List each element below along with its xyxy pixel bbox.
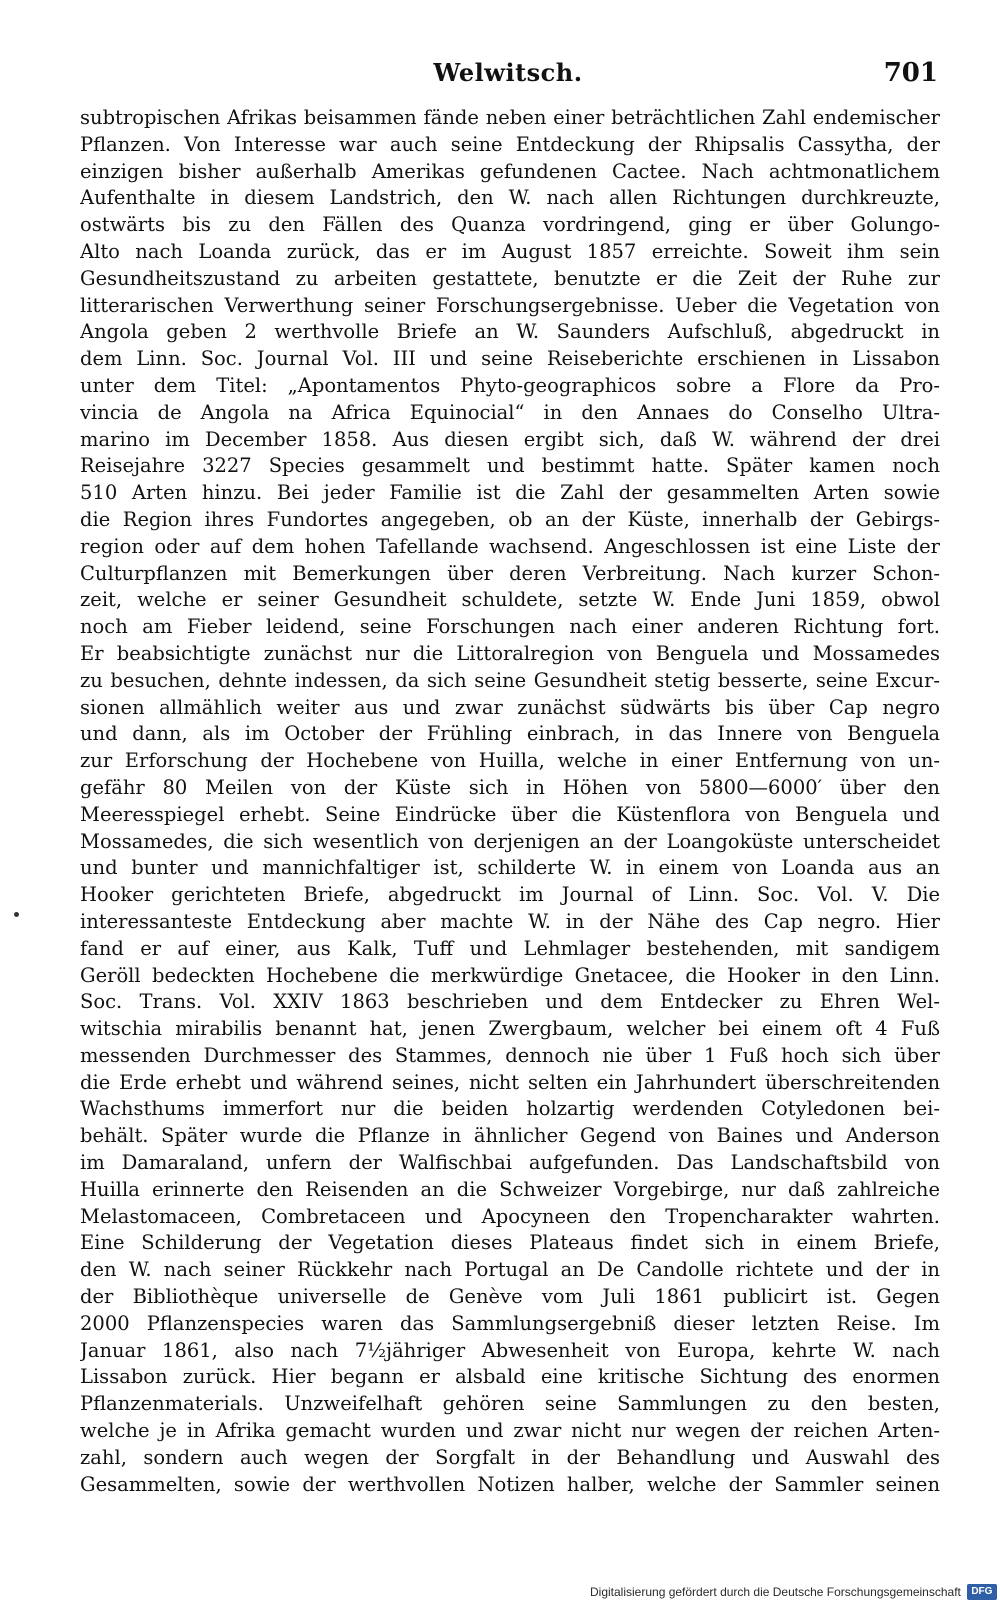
text-line: Melastomaceen, Combretaceen und Apocyneen den Tropencharakter wahrten. — [80, 1204, 940, 1228]
dfg-logo: DFG — [967, 1584, 997, 1600]
text-line: zeit, welche er seiner Gesundheit schuldete, setzte W. Ende Juni 1859, obwol — [80, 588, 940, 612]
text-line: zahl, sondern auch wegen der Sorgfalt in der Behandlung und Auswahl des — [80, 1445, 940, 1469]
body-text — [80, 105, 940, 1498]
text-line: die Region ihres Fundortes angegeben, ob an der Küste, innerhalb der Gebirgs- — [80, 507, 940, 531]
text-line: fand er auf einer, aus Kalk, Tuff und Lehmlager bestehenden, mit sandigem — [80, 936, 940, 960]
text-line: behält. Später wurde die Pflanze in ähnlicher Gegend von Baines und Anderson — [80, 1124, 940, 1148]
text-line: subtropischen Afrikas beisammen fände neben einer beträchtlichen Zahl endemischer — [80, 106, 940, 129]
text-line: Wachsthums immerfort nur die beiden holzartig werdenden Cotyledonen bei- — [80, 1097, 940, 1121]
text-line: Gesundheitszustand zu arbeiten gestattete, benutzte er die Zeit der Ruhe zur — [80, 266, 940, 290]
page-number: 701 — [883, 58, 938, 88]
text-line: und bunter und mannichfaltiger ist, schilderte W. in einem von Loanda aus an — [80, 856, 940, 880]
text-line: Culturpflanzen mit Bemerkungen über deren Verbreitung. Nach kurzer Schon- — [80, 561, 940, 585]
text-line: der Bibliothèque universelle de Genève vom Juli 1861 publicirt ist. Gegen — [80, 1285, 940, 1309]
text-line: Reisejahre 3227 Species gesammelt und bestimmt hatte. Später kamen noch — [80, 454, 940, 478]
text-line: Geröll bedeckten Hochebene die merkwürdige Gnetacee, die Hooker in den Linn. — [80, 963, 940, 987]
footer-credit-text: Digitalisierung gefördert durch die Deutsche Forschungsgemeinschaft — [590, 1585, 961, 1599]
text-line: sionen allmählich weiter aus und zwar zunächst südwärts bis über Cap negro — [80, 695, 940, 719]
text-line: marino im December 1858. Aus diesen ergibt sich, daß W. während der drei — [80, 427, 940, 451]
text-line: und dann, als im October der Frühling einbrach, in das Innere von Benguela — [80, 722, 940, 746]
text-line: Er beabsichtigte zunächst nur die Littoralregion von Benguela und Mossamedes — [80, 641, 940, 665]
text-line: Alto nach Loanda zurück, das er im August 1857 erreichte. Soweit ihm sein — [80, 239, 940, 263]
text-line: im Damaraland, unfern der Walfischbai aufgefunden. Das Landschaftsbild von — [80, 1151, 940, 1175]
text-line: Eine Schilderung der Vegetation dieses Plateaus findet sich in einem Briefe, — [80, 1231, 940, 1255]
text-line: unter dem Titel: „Apontamentos Phyto-geographicos sobre a Flore da Pro- — [80, 373, 940, 397]
text-line: Mossamedes, die sich wesentlich von derjenigen an der Loangoküste unterscheidet — [80, 829, 940, 853]
text-line: Lissabon zurück. Hier begann er alsbald eine kritische Sichtung des enormen — [80, 1365, 940, 1389]
text-line: den W. nach seiner Rückkehr nach Portugal an De Candolle richtete und der in — [80, 1258, 940, 1282]
text-line: Angola geben 2 werthvolle Briefe an W. Saunders Aufschluß, abgedruckt in — [80, 320, 940, 344]
text-line: Hooker gerichteten Briefe, abgedruckt im Journal of Linn. Soc. Vol. V. Die — [80, 883, 940, 907]
text-line: messenden Durchmesser des Stammes, dennoch nie über 1 Fuß hoch sich über — [80, 1043, 940, 1067]
text-line: litterarischen Verwerthung seiner Forschungsergebnisse. Ueber die Vegetation von — [80, 293, 940, 317]
text-line: vincia de Angola na Africa Equinocial“ in den Annaes do Conselho Ultra- — [80, 400, 940, 424]
text-line: Huilla erinnerte den Reisenden an die Schweizer Vorgebirge, nur daß zahlreiche — [80, 1177, 940, 1201]
text-line: zu besuchen, dehnte indessen, da sich seine Gesundheit stetig besserte, seine Excur- — [80, 668, 940, 692]
text-line: Soc. Trans. Vol. XXIV 1863 beschrieben und dem Entdecker zu Ehren Wel- — [80, 990, 940, 1014]
text-line: die Erde erhebt und während seines, nicht selten ein Jahrhundert überschreitenden — [80, 1070, 940, 1094]
text-line: region oder auf dem hohen Tafellande wachsend. Angeschlossen ist eine Liste der — [80, 534, 940, 558]
text-line: einzigen bisher außerhalb Amerikas gefundenen Cactee. Nach achtmonatlichem — [80, 159, 940, 183]
text-line: zur Erforschung der Hochebene von Huilla, welche in einer Entfernung von un- — [80, 749, 940, 773]
footer-credit — [590, 1580, 997, 1604]
text-line: noch am Fieber leidend, seine Forschungen nach einer anderen Richtung fort. — [80, 615, 940, 639]
text-line: Gesammelten, sowie der werthvollen Notizen halber, welche der Sammler seinen — [80, 1472, 940, 1496]
running-title: Welwitsch. — [433, 58, 583, 87]
text-line: 2000 Pflanzenspecies waren das Sammlungsergebniß dieser letzten Reise. Im — [80, 1311, 940, 1335]
running-head — [78, 58, 938, 98]
text-line: Pflanzen. Von Interesse war auch seine Entdeckung der Rhipsalis Cassytha, der — [80, 132, 940, 156]
text-line: gefähr 80 Meilen von der Küste sich in Höhen von 5800—6000′ über den — [80, 775, 940, 799]
text-line: 510 Arten hinzu. Bei jeder Familie ist die Zahl der gesammelten Arten sowie — [80, 481, 940, 505]
text-line: witschia mirabilis benannt hat, jenen Zwergbaum, welcher bei einem oft 4 Fuß — [80, 1017, 940, 1041]
text-line: welche je in Afrika gemacht wurden und zwar nicht nur wegen der reichen Arten- — [80, 1419, 940, 1443]
text-line: Januar 1861, also nach 7½jähriger Abwesenheit von Europa, kehrte W. nach — [80, 1338, 940, 1362]
margin-dot — [14, 912, 19, 917]
text-line: interessanteste Entdeckung aber machte W. in der Nähe des Cap negro. Hier — [80, 909, 940, 933]
text-line: Aufenthalte in diesem Landstrich, den W. nach allen Richtungen durchkreuzte, — [80, 186, 940, 210]
text-line: ostwärts bis zu den Fällen des Quanza vordringend, ging er über Golungo- — [80, 213, 940, 237]
text-line: Meeresspiegel erhebt. Seine Eindrücke über die Küstenflora von Benguela und — [80, 802, 940, 826]
text-line: Pflanzenmaterials. Unzweifelhaft gehören seine Sammlungen zu den besten, — [80, 1392, 940, 1416]
text-line: dem Linn. Soc. Journal Vol. III und seine Reiseberichte erschienen in Lissabon — [80, 347, 940, 371]
